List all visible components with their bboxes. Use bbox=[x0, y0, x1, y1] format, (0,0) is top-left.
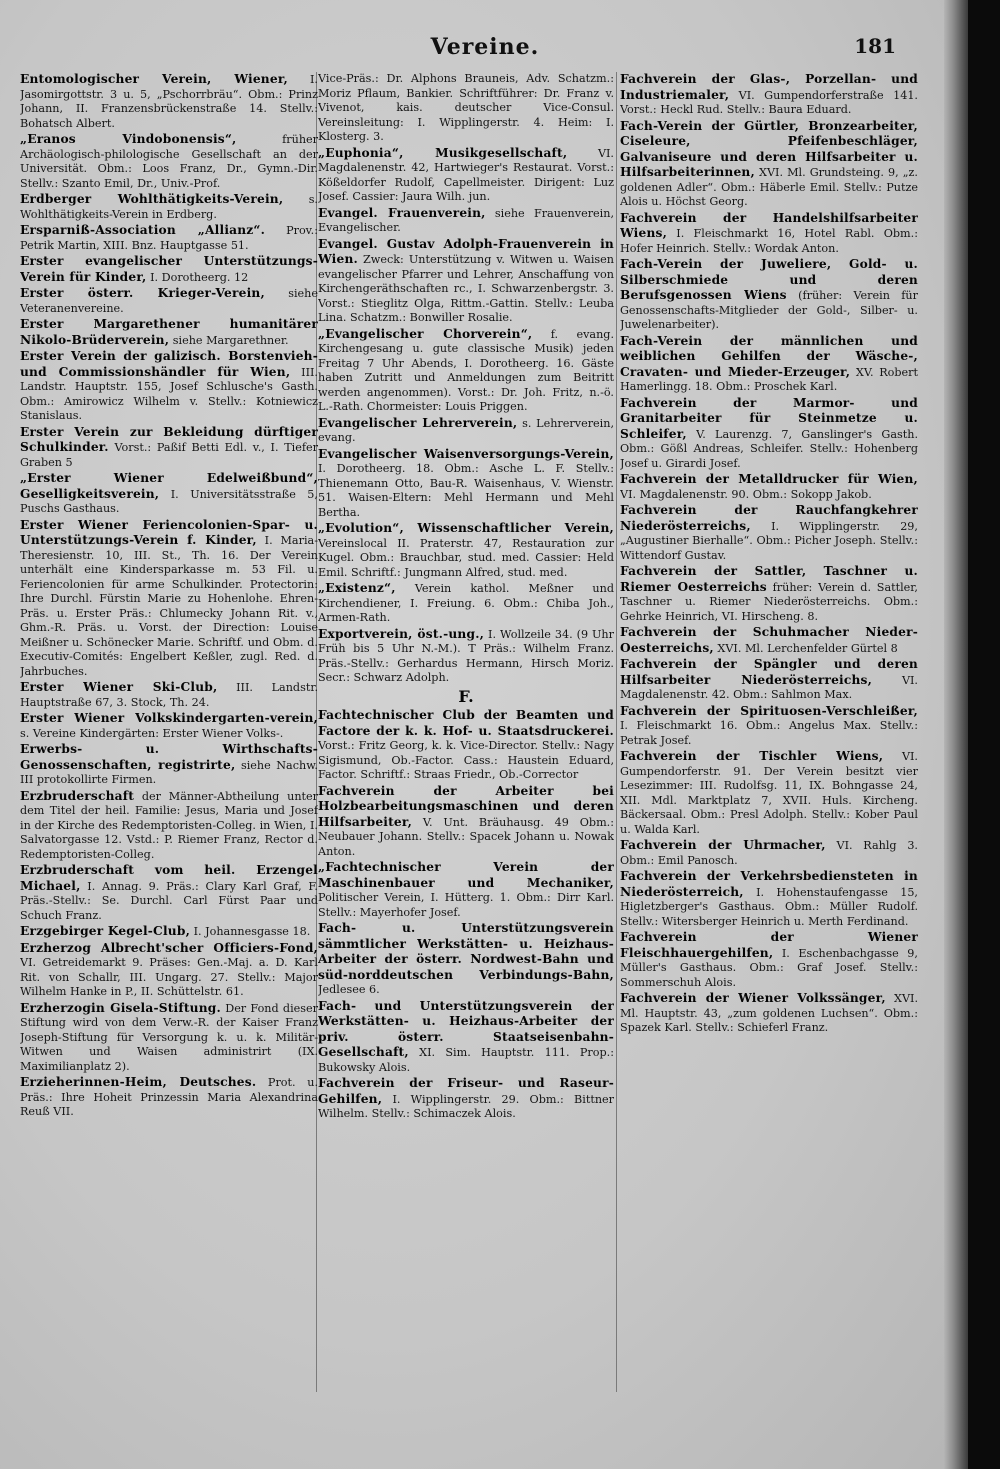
entry-title: Erzherzog Albrecht'scher Officiers-Fond, bbox=[20, 940, 318, 955]
directory-entry bbox=[20, 223, 318, 253]
entry-title: Erzbruderschaft vom heil. Erzengel Michael, bbox=[20, 863, 318, 893]
entry-body: XVI. Ml. Grundsteing. 9, „z. goldenen Adler“. Obm.: Häberle Emil. Stellv.: Putze Alois u. Höchst Georg. bbox=[620, 166, 918, 208]
entry-title: Evangelischer Lehrerverein, bbox=[318, 415, 518, 430]
entry-title: Fachverein der Handelshilfsarbeiter Wiens, bbox=[620, 210, 918, 240]
entry-title: Fachverein der Glas-, Porzellan- und Industriemaler, bbox=[620, 72, 918, 102]
directory-entry bbox=[20, 742, 318, 788]
entry-body: Prot. u. Präs.: Ihre Hoheit Prinzessin Maria Alexandrina Reuß VII. bbox=[20, 1076, 318, 1118]
entry-title: Fachverein der Metalldrucker für Wien, bbox=[620, 472, 918, 486]
directory-entry bbox=[318, 1076, 614, 1122]
entry-title: Erster Wiener Ski-Club, bbox=[20, 680, 218, 694]
entry-title: „Euphonia“, Musikgesellschaft, bbox=[318, 145, 568, 160]
entry-title: „Existenz“, bbox=[318, 581, 396, 595]
entry-title: Erster Verein zur Bekleidung dürftiger Schulkinder. bbox=[20, 424, 318, 454]
directory-entry bbox=[318, 784, 614, 860]
entry-body: s. Vereine Kindergärten: Erster Wiener Volks-. bbox=[20, 726, 284, 740]
directory-entry bbox=[620, 930, 918, 990]
column-divider bbox=[616, 72, 617, 1392]
entry-title: Entomologischer Verein, Wiener, bbox=[20, 72, 288, 86]
directory-entry bbox=[318, 921, 614, 998]
entry-title: Erzbruderschaft bbox=[20, 788, 135, 803]
entry-title: Fachverein der Uhrmacher, bbox=[620, 838, 826, 852]
directory-entry bbox=[620, 625, 918, 656]
directory-entry bbox=[20, 924, 318, 940]
entry-title: Erster Margarethener humanitärer Nikolo-Brüderverein, bbox=[20, 317, 318, 347]
entry-title: Erster evangelischer Unterstützungs-Verein für Kinder, bbox=[20, 254, 318, 284]
directory-entry bbox=[620, 472, 918, 502]
entry-body: I. Universitätsstraße 5, Puschs Gasthaus. bbox=[20, 487, 318, 515]
directory-entry bbox=[20, 941, 318, 1000]
entry-body: XI. Sim. Hauptstr. 111. Prop.: Bukowsky Alois. bbox=[318, 1046, 614, 1074]
entry-title: „Fachtechnischer Verein der Maschinenbauer und Mechaniker, bbox=[318, 860, 614, 890]
page-title: Vereine. bbox=[430, 34, 540, 60]
directory-entry bbox=[318, 206, 614, 236]
directory-entry bbox=[20, 471, 318, 517]
entry-title: Erzherzogin Gisela-Stiftung. bbox=[20, 1000, 221, 1015]
directory-entry bbox=[20, 680, 318, 710]
entry-title: Erster Verein der galizisch. Borstenvieh- und Commissionshändler für Wien, bbox=[20, 349, 318, 379]
entry-title: Fachverein der Tischler Wiens, bbox=[620, 749, 884, 763]
directory-entry bbox=[318, 999, 614, 1076]
entry-body: Vice-Präs.: Dr. Alphons Brauneis, Adv. Schatzm.: Moriz Pflaum, Bankier. Schriftführer: Dr. Franz v. Vivenot, kais. deutscher Vice-Consul. Vereinsleitung: I. Wipplingerstr. 4. Heim: I. Klosterg. 3. bbox=[318, 72, 614, 143]
entry-body: der Männer-Abtheilung unter dem Titel der heil. Familie: Jesus, Maria und Josef in der Kirche des Redemptoristen-Colleg. in Wien, I. Salvatorgasse 12. Vstd.: P. Riemer Franz, Rector d. Redemptoristen-Colleg. bbox=[20, 789, 318, 861]
column-right bbox=[620, 72, 918, 1392]
directory-entry bbox=[620, 991, 918, 1036]
entry-title: Fachverein der Wiener Fleischhauergehilfen, bbox=[620, 930, 918, 960]
entry-body: VI. Gumpendorferstr. 91. Der Verein besitzt vier Lesezimmer: III. Rudolfsg. 11, IX. Bohngasse 24, XII. Mdl. Marktplatz 7, XVII. Huls. Kircheng. Bäckersaal. Obm.: Presl Adolph. Stellv.: Kober Paul u. Walda Karl. bbox=[620, 750, 918, 836]
entry-title: Fach- u. Unterstützungsverein sämmtlicher Werkstätten- u. Heizhaus-Arbeiter der österr. Nordwest-Bahn und süd-norddeutschen Verbindungs-Bahn, bbox=[318, 921, 614, 982]
entry-title: Fach-Verein der Gürtler, Bronzearbeiter, Ciseleure, Pfeifenbeschläger, Galvaniseure und deren Hilfsarbeiter u. Hilfsarbeiterinnen, bbox=[620, 118, 918, 179]
entry-body: I. Dorotheerg. 18. Obm.: Asche L. F. Stellv.: Thienemann Otto, Bau-R. Waisenhaus, V. Wienstr. 51. Waisen-Eltern: Mehl Hermann und Mehl Bertha. bbox=[318, 462, 614, 519]
entry-title: Erdberger Wohlthätigkeits-Verein, bbox=[20, 192, 284, 206]
directory-entry bbox=[318, 708, 614, 783]
entry-title: Fachverein der Verkehrsbediensteten in Niederösterreich, bbox=[620, 869, 918, 899]
directory-entry bbox=[620, 119, 918, 210]
entry-title: Erster Wiener Volkskindergarten-verein, bbox=[20, 711, 318, 725]
entry-body: Zweck: Unterstützung v. Witwen u. Waisen evangelischer Pfarrer und Lehrer, Anschaffung von Kirchengeräthschaften rc., I. Schwarzenbergstr. 3. Vorst.: Stieglitz Olga, Rittm.-Gattin. Stellv.: Leuba Lina. Schatzm.: Bonwiller Rosalie. bbox=[318, 253, 614, 324]
entry-title: Fach- und Unterstützungsverein der Werkstätten- u. Heizhaus-Arbeiter der priv. österr. Staatseisenbahn-Gesellschaft, bbox=[318, 998, 614, 1059]
entry-title: Fachverein der Schuhmacher Nieder-Oesterreichs, bbox=[620, 625, 918, 655]
entry-body: (früher: Verein für Genossenschafts-Mitglieder der Gold-, Silber- u. Juwelenarbeiter). bbox=[620, 289, 918, 331]
entry-title: Erzgebirger Kegel-Club, bbox=[20, 924, 191, 938]
entry-body: s. Lehrerverein, evang. bbox=[318, 416, 614, 444]
entry-body: früher Archäologisch-philologische Gesellschaft an der Universität. Obm.: Loos Franz, Dr., Gymn.-Dir. Stellv.: Szanto Emil, Dr., Univ.-Prof. bbox=[20, 133, 318, 190]
directory-entry bbox=[20, 1075, 318, 1120]
directory-entry bbox=[20, 1001, 318, 1075]
entry-body: Vereinslocal II. Praterstr. 47, Restauration zur Kugel. Obm.: Brauchbar, stud. med. Cassier: Held Emil. Schriftf.: Jungmann Alfred, stud. med. bbox=[318, 536, 614, 579]
entry-body: Verein kathol. Meßner und Kirchendiener, I. Freiung. 6. Obm.: Chiba Joh., Armen-Rath. bbox=[318, 582, 614, 624]
directory-entry bbox=[318, 146, 614, 205]
entry-title: Erster österr. Krieger-Verein, bbox=[20, 286, 265, 300]
entry-body: siehe Frauenverein, Evangelischer. bbox=[318, 206, 614, 234]
directory-entry bbox=[20, 349, 318, 424]
entry-body: VI. Gumpendorferstraße 141. Vorst.: Heckl Rud. Stellv.: Baura Eduard. bbox=[620, 88, 918, 116]
directory-entry bbox=[620, 211, 918, 257]
entry-title: Fach-Verein der männlichen und weiblichen Gehilfen der Wäsche-, Cravaten- und Mieder-Erzeuger, bbox=[620, 333, 918, 379]
entry-title: „Erster Wiener Edelweißbund“, Geselligkeitsverein, bbox=[20, 471, 318, 501]
directory-entry bbox=[20, 425, 318, 471]
directory-entry bbox=[318, 72, 614, 145]
directory-entry bbox=[318, 627, 614, 686]
directory-entry bbox=[20, 286, 318, 316]
entry-body: III. Landstr. Hauptstr. 155, Josef Schlusche's Gasth. Obm.: Amirowicz Wilhelm v. Stellv.: Kotniewicz Stanislaus. bbox=[20, 365, 318, 422]
directory-entry bbox=[620, 657, 918, 703]
entry-body: I. Fleischmarkt 16, Hotel Rabl. Obm.: Hofer Heinrich. Stellv.: Wordak Anton. bbox=[620, 227, 918, 255]
entry-title: Evangel. Frauenverein, bbox=[318, 205, 486, 220]
entry-title: Fachverein der Rauchfangkehrer Niederösterreichs, bbox=[620, 503, 918, 533]
entry-body: I. Maria-Theresienstr. 10, III. St., Th. 16. Der Verein unterhält eine Kindersparkasse m. 53 Fil. u. Feriencolonien für arme Schulkinder. Protectorin: Ihre Durchl. Fürstin Marie zu Hohenlohe. Ehren-Präs. u. Erster Präs.: Chlumecky Johann Rit. v., Ghm.-R. Präs. u. Vorst. der Direction: Louise Meißner u. Schönecker Marie. Schriftf. und Obm. d. Executiv-Comités: Engelbert Keßler, zugl. Red. d. Jahrbuches. bbox=[20, 534, 318, 678]
entry-body: VI. Magdalenenstr. 42. Obm.: Sahlmon Max. bbox=[620, 673, 918, 701]
entry-title: „Evolution“, Wissenschaftlicher Verein, bbox=[318, 521, 614, 535]
entry-body: Vorst.: Fritz Georg, k. k. Vice-Director. Stellv.: Nagy Sigismund, Ob.-Factor. Cass.: Haustein Eduard, Factor. Schriftf.: Straas Friedr., Ob.-Corrector bbox=[318, 739, 614, 781]
entry-body: V. Unt. Bräuhausg. 49 Obm.: Neubauer Johann. Stellv.: Spacek Johann u. Nowak Anton. bbox=[318, 815, 614, 858]
entry-body: s. Wohlthätigkeits-Verein in Erdberg. bbox=[20, 193, 318, 221]
entry-body: siehe Nachw. III protokollirte Firmen. bbox=[20, 758, 318, 786]
entry-body: VI. Magdalenenstr. 90. Obm.: Sokopp Jakob. bbox=[620, 487, 872, 501]
entry-body: siehe Margarethner. bbox=[172, 333, 289, 347]
directory-entry bbox=[620, 749, 918, 837]
directory-entry bbox=[20, 518, 318, 680]
directory-entry bbox=[318, 860, 614, 920]
entry-body: I. Hohenstaufengasse 15, Higletzberger's Gasthaus. Obm.: Müller Rudolf. Stellv.: Witersberger Heinrich u. Merth Ferdinand. bbox=[620, 885, 918, 928]
entry-body: I. Eschenbachgasse 9, Müller's Gasthaus. Obm.: Graf Josef. Stellv.: Sommerschuh Alois. bbox=[620, 946, 918, 989]
directory-entry bbox=[20, 789, 318, 863]
entry-title: Erzieherinnen-Heim, Deutsches. bbox=[20, 1075, 257, 1089]
entry-body: XVI. Ml. Hauptstr. 43, „zum goldenen Luchsen“. Obm.: Spazek Karl. Stellv.: Schieferl Franz. bbox=[620, 992, 918, 1034]
directory-entry bbox=[620, 396, 918, 472]
entry-title: Erster Wiener Feriencolonien-Spar- u. Unterstützungs-Verein f. Kinder, bbox=[20, 517, 318, 547]
entry-body: III. Landstr. Hauptstraße 67, 3. Stock, Th. 24. bbox=[20, 681, 318, 709]
entry-body: früher: Verein d. Sattler, Taschner u. Riemer Niederösterreichs. Obm.: Gehrke Heinrich, VI. Hirscheng. 8. bbox=[620, 580, 918, 623]
directory-entry bbox=[318, 521, 614, 580]
entry-title: Ersparniß-Association „Allianz“. bbox=[20, 223, 266, 237]
directory-entry bbox=[620, 257, 918, 333]
directory-entry bbox=[20, 72, 318, 131]
entry-title: Fachverein der Friseur- und Raseur-Gehilfen, bbox=[318, 1076, 614, 1106]
directory-entry bbox=[318, 327, 614, 415]
directory-entry bbox=[20, 863, 318, 923]
directory-entry bbox=[20, 317, 318, 348]
entry-title: Fachverein der Wiener Volkssänger, bbox=[620, 991, 886, 1005]
entry-title: Fach-Verein der Juweliere, Gold- u. Silberschmiede und deren Berufsgenossen Wiens bbox=[620, 257, 918, 302]
section-letter-heading: F. bbox=[458, 686, 474, 706]
directory-entry bbox=[318, 416, 614, 446]
directory-entry bbox=[620, 704, 918, 749]
directory-entry bbox=[620, 838, 918, 868]
entry-body: VI. Getreidemarkt 9. Präses: Gen.-Maj. a. D. Karl Rit. von Schallr, III. Ungarg. 27. Stellv.: Major Wilhelm Hanke in P., II. Schüttelstr. 61. bbox=[20, 956, 318, 998]
directory-entry bbox=[20, 132, 318, 191]
directory-entry bbox=[318, 447, 614, 521]
entry-title: Fachverein der Spirituosen-Verschleißer, bbox=[620, 703, 918, 718]
entry-body: Jedlesee 6. bbox=[318, 983, 380, 996]
entry-title: Evangelischer Waisenversorgungs-Verein, bbox=[318, 446, 614, 461]
entry-title: Fachverein der Spängler und deren Hilfsarbeiter Niederösterreichs, bbox=[620, 657, 918, 687]
entry-body: I. Wollzeile 34. (9 Uhr Früh bis 5 Uhr N.-M.). T Präs.: Wilhelm Franz. Präs.-Stellv.: Gerhardus Hermann, Hirsch Moriz. Secr.: Schwarz Adolph. bbox=[318, 627, 614, 684]
entry-body: I. Wipplingerstr. 29, „Augustiner Bierhalle“. Obm.: Picher Joseph. Stellv.: Wittendorf Gustav. bbox=[620, 519, 918, 562]
directory-entry bbox=[318, 237, 614, 326]
entry-body: I. Dorotheerg. 12 bbox=[150, 270, 249, 284]
entry-body: I. Johannesgasse 18. bbox=[193, 925, 311, 938]
column-middle bbox=[318, 72, 614, 1392]
entry-body: f. evang. Kirchengesang u. gute classische Musik) jeden Freitag 7 Uhr Abends, I. Dorotheerg. 16. Gäste haben Zutritt und Anmeldungen zum Beitritt werden angenommen). Vorst.: Dr. Joh. Fritz, n.-ö. L.-Rath. Chormeister: Louis Priggen. bbox=[318, 327, 614, 413]
book-spine-shadow bbox=[944, 0, 968, 1469]
entry-body: Prov.: Petrik Martin, XIII. Bnz. Hauptgasse 51. bbox=[20, 224, 318, 252]
directory-entry bbox=[20, 254, 318, 285]
entry-title: „Evangelischer Chorverein“, bbox=[318, 326, 533, 341]
entry-body: XV. Robert Hamerlingg. 18. Obm.: Proschek Karl. bbox=[620, 365, 918, 393]
entry-body: XVI. Ml. Lerchenfelder Gürtel 8 bbox=[717, 641, 898, 655]
entry-title: Erwerbs- u. Wirthschafts-Genossenschaften, registrirte, bbox=[20, 742, 318, 772]
directory-entry bbox=[620, 564, 918, 624]
entry-title: Exportverein, öst.-ung., bbox=[318, 626, 485, 641]
entry-body: Der Fond dieser Stiftung wird von dem Verw.-R. der Kaiser Franz Joseph-Stiftung für Versorgung k. u. k. Militär-Witwen und Waisen administrirt (IX. Maximilianplatz 2). bbox=[20, 1001, 318, 1073]
entry-body: I. Jasomirgottstr. 3 u. 5, „Pschorrbräu“. Obm.: Prinz Johann, II. Franzensbrückenstraße 14. Stellv.: Bohatsch Albert. bbox=[20, 73, 318, 130]
entry-body: Politischer Verein, I. Hütterg. 1. Obm.: Dirr Karl. Stellv.: Mayerhofer Josef. bbox=[318, 891, 614, 919]
entry-body: I. Annag. 9. Präs.: Clary Karl Graf, F. Präs.-Stellv.: Se. Durchl. Carl Fürst Paar und Schuch Franz. bbox=[20, 879, 318, 922]
directory-entry bbox=[620, 503, 918, 563]
entry-title: Evangel. Gustav Adolph-Frauenverein in Wien. bbox=[318, 236, 614, 266]
entry-title: „Eranos Vindobonensis“, bbox=[20, 132, 237, 146]
entry-title: Fachverein der Marmor- und Granitarbeiter für Steinmetze u. Schleifer, bbox=[620, 395, 918, 441]
entry-body: siehe Veteranenvereine. bbox=[20, 287, 318, 315]
column-left bbox=[20, 72, 318, 1392]
entry-body: VI. Magdalenenstr. 42, Hartwieger's Restaurat. Vorst.: Kößeldorfer Rudolf, Capellmeister. Dirigent: Luz Josef. Cassier: Jaura Wilh. jun. bbox=[318, 146, 614, 203]
entry-body: Vorst.: Paßif Betti Edl. v., I. Tiefer Graben 5 bbox=[20, 441, 318, 469]
directory-entry bbox=[620, 869, 918, 929]
directory-entry bbox=[620, 72, 918, 118]
entry-body: V. Laurenzg. 7, Ganslinger's Gasth. Obm.: Gößl Andreas, Schleifer. Stellv.: Hohenberg Josef u. Girardi Josef. bbox=[620, 427, 918, 470]
directory-entry bbox=[318, 581, 614, 626]
entry-title: Fachtechnischer Club der Beamten und Factore der k. k. Hof- u. Staatsdruckerei. bbox=[318, 708, 614, 738]
directory-entry bbox=[20, 711, 318, 741]
entry-body: I. Fleischmarkt 16. Obm.: Angelus Max. Stellv.: Petrak Josef. bbox=[620, 719, 918, 747]
directory-entry bbox=[20, 192, 318, 222]
entry-body: VI. Rahlg 3. Obm.: Emil Panosch. bbox=[620, 839, 918, 867]
entry-title: Fachverein der Arbeiter bei Holzbearbeitungsmaschinen und deren Hilfsarbeiter, bbox=[318, 783, 614, 829]
directory-entry bbox=[620, 334, 918, 395]
entry-title: Fachverein der Sattler, Taschner u. Riemer Oesterreichs bbox=[620, 564, 918, 594]
page-number: 181 bbox=[854, 34, 896, 58]
entry-body: I. Wipplingerstr. 29. Obm.: Bittner Wilhelm. Stellv.: Schimaczek Alois. bbox=[318, 1092, 614, 1120]
